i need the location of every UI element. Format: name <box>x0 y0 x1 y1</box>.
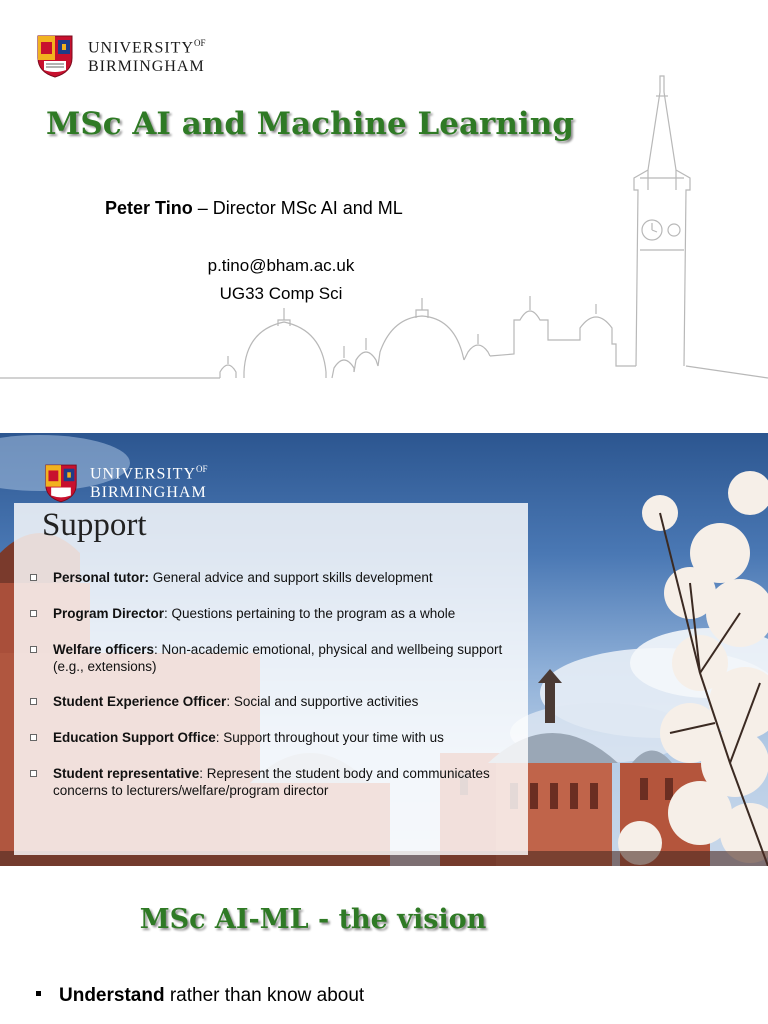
vision-term: Understand <box>59 985 165 1006</box>
support-list <box>28 569 518 799</box>
support-term: Personal tutor: <box>53 570 150 585</box>
list-item <box>28 765 518 799</box>
support-desc: : Represent the student body and communicates concerns to lecturers/welfare/program director <box>53 766 490 798</box>
list-item <box>28 605 518 622</box>
support-term: Welfare officers <box>53 642 155 657</box>
square-bullet-icon <box>36 991 41 996</box>
university-line1: UNIVERSITY <box>88 39 194 57</box>
support-term: Student Experience Officer <box>53 694 227 709</box>
presenter-email: p.tino@bham.ac.uk <box>207 256 355 275</box>
support-panel <box>14 503 528 855</box>
presenter-role: – Director MSc AI and ML <box>192 198 403 218</box>
presenter-office: UG33 Comp Sci <box>219 284 343 303</box>
vision-rest: rather than know about <box>164 985 365 1006</box>
square-bullet-icon <box>30 574 37 581</box>
support-desc: : Social and supportive activities <box>226 694 419 709</box>
university-wordmark <box>88 34 206 76</box>
square-bullet-icon <box>30 646 37 653</box>
presenter-name: Peter Tino <box>105 198 193 218</box>
square-bullet-icon <box>30 698 37 705</box>
university-line1: UNIVERSITY <box>90 465 196 483</box>
support-desc: : Questions pertaining to the program as a whole <box>164 606 456 621</box>
support-term: Program Director <box>53 606 165 621</box>
university-of: OF <box>196 464 208 474</box>
support-desc: : Non-academic emotional, physical and wellbeing support (e.g., extensions) <box>53 642 503 674</box>
support-desc: : Support throughout your time with us <box>215 730 444 745</box>
support-desc: General advice and support skills development <box>149 570 433 585</box>
university-of: OF <box>194 38 206 48</box>
support-term: Education Support Office <box>53 730 216 745</box>
presenter-line <box>105 198 403 219</box>
university-crest-icon <box>36 34 74 78</box>
slide-title-heading: MSc AI and Machine Learning <box>46 106 574 142</box>
university-line2: BIRMINGHAM <box>88 58 205 76</box>
square-bullet-icon <box>30 734 37 741</box>
support-heading: Support <box>42 507 147 543</box>
square-bullet-icon <box>30 770 37 777</box>
square-bullet-icon <box>30 610 37 617</box>
university-wordmark <box>90 460 208 502</box>
university-crest-icon <box>44 463 78 503</box>
list-item <box>28 569 518 586</box>
vision-heading: MSc AI-ML - the vision <box>139 904 487 935</box>
list-item <box>28 729 518 746</box>
list-item <box>36 985 364 1007</box>
list-item <box>28 693 518 710</box>
university-line2: BIRMINGHAM <box>90 484 207 502</box>
support-term: Student representative <box>53 766 200 781</box>
slide-vision <box>0 866 768 1024</box>
slide-title <box>0 0 768 432</box>
slide-support <box>0 433 768 866</box>
list-item <box>28 641 518 675</box>
